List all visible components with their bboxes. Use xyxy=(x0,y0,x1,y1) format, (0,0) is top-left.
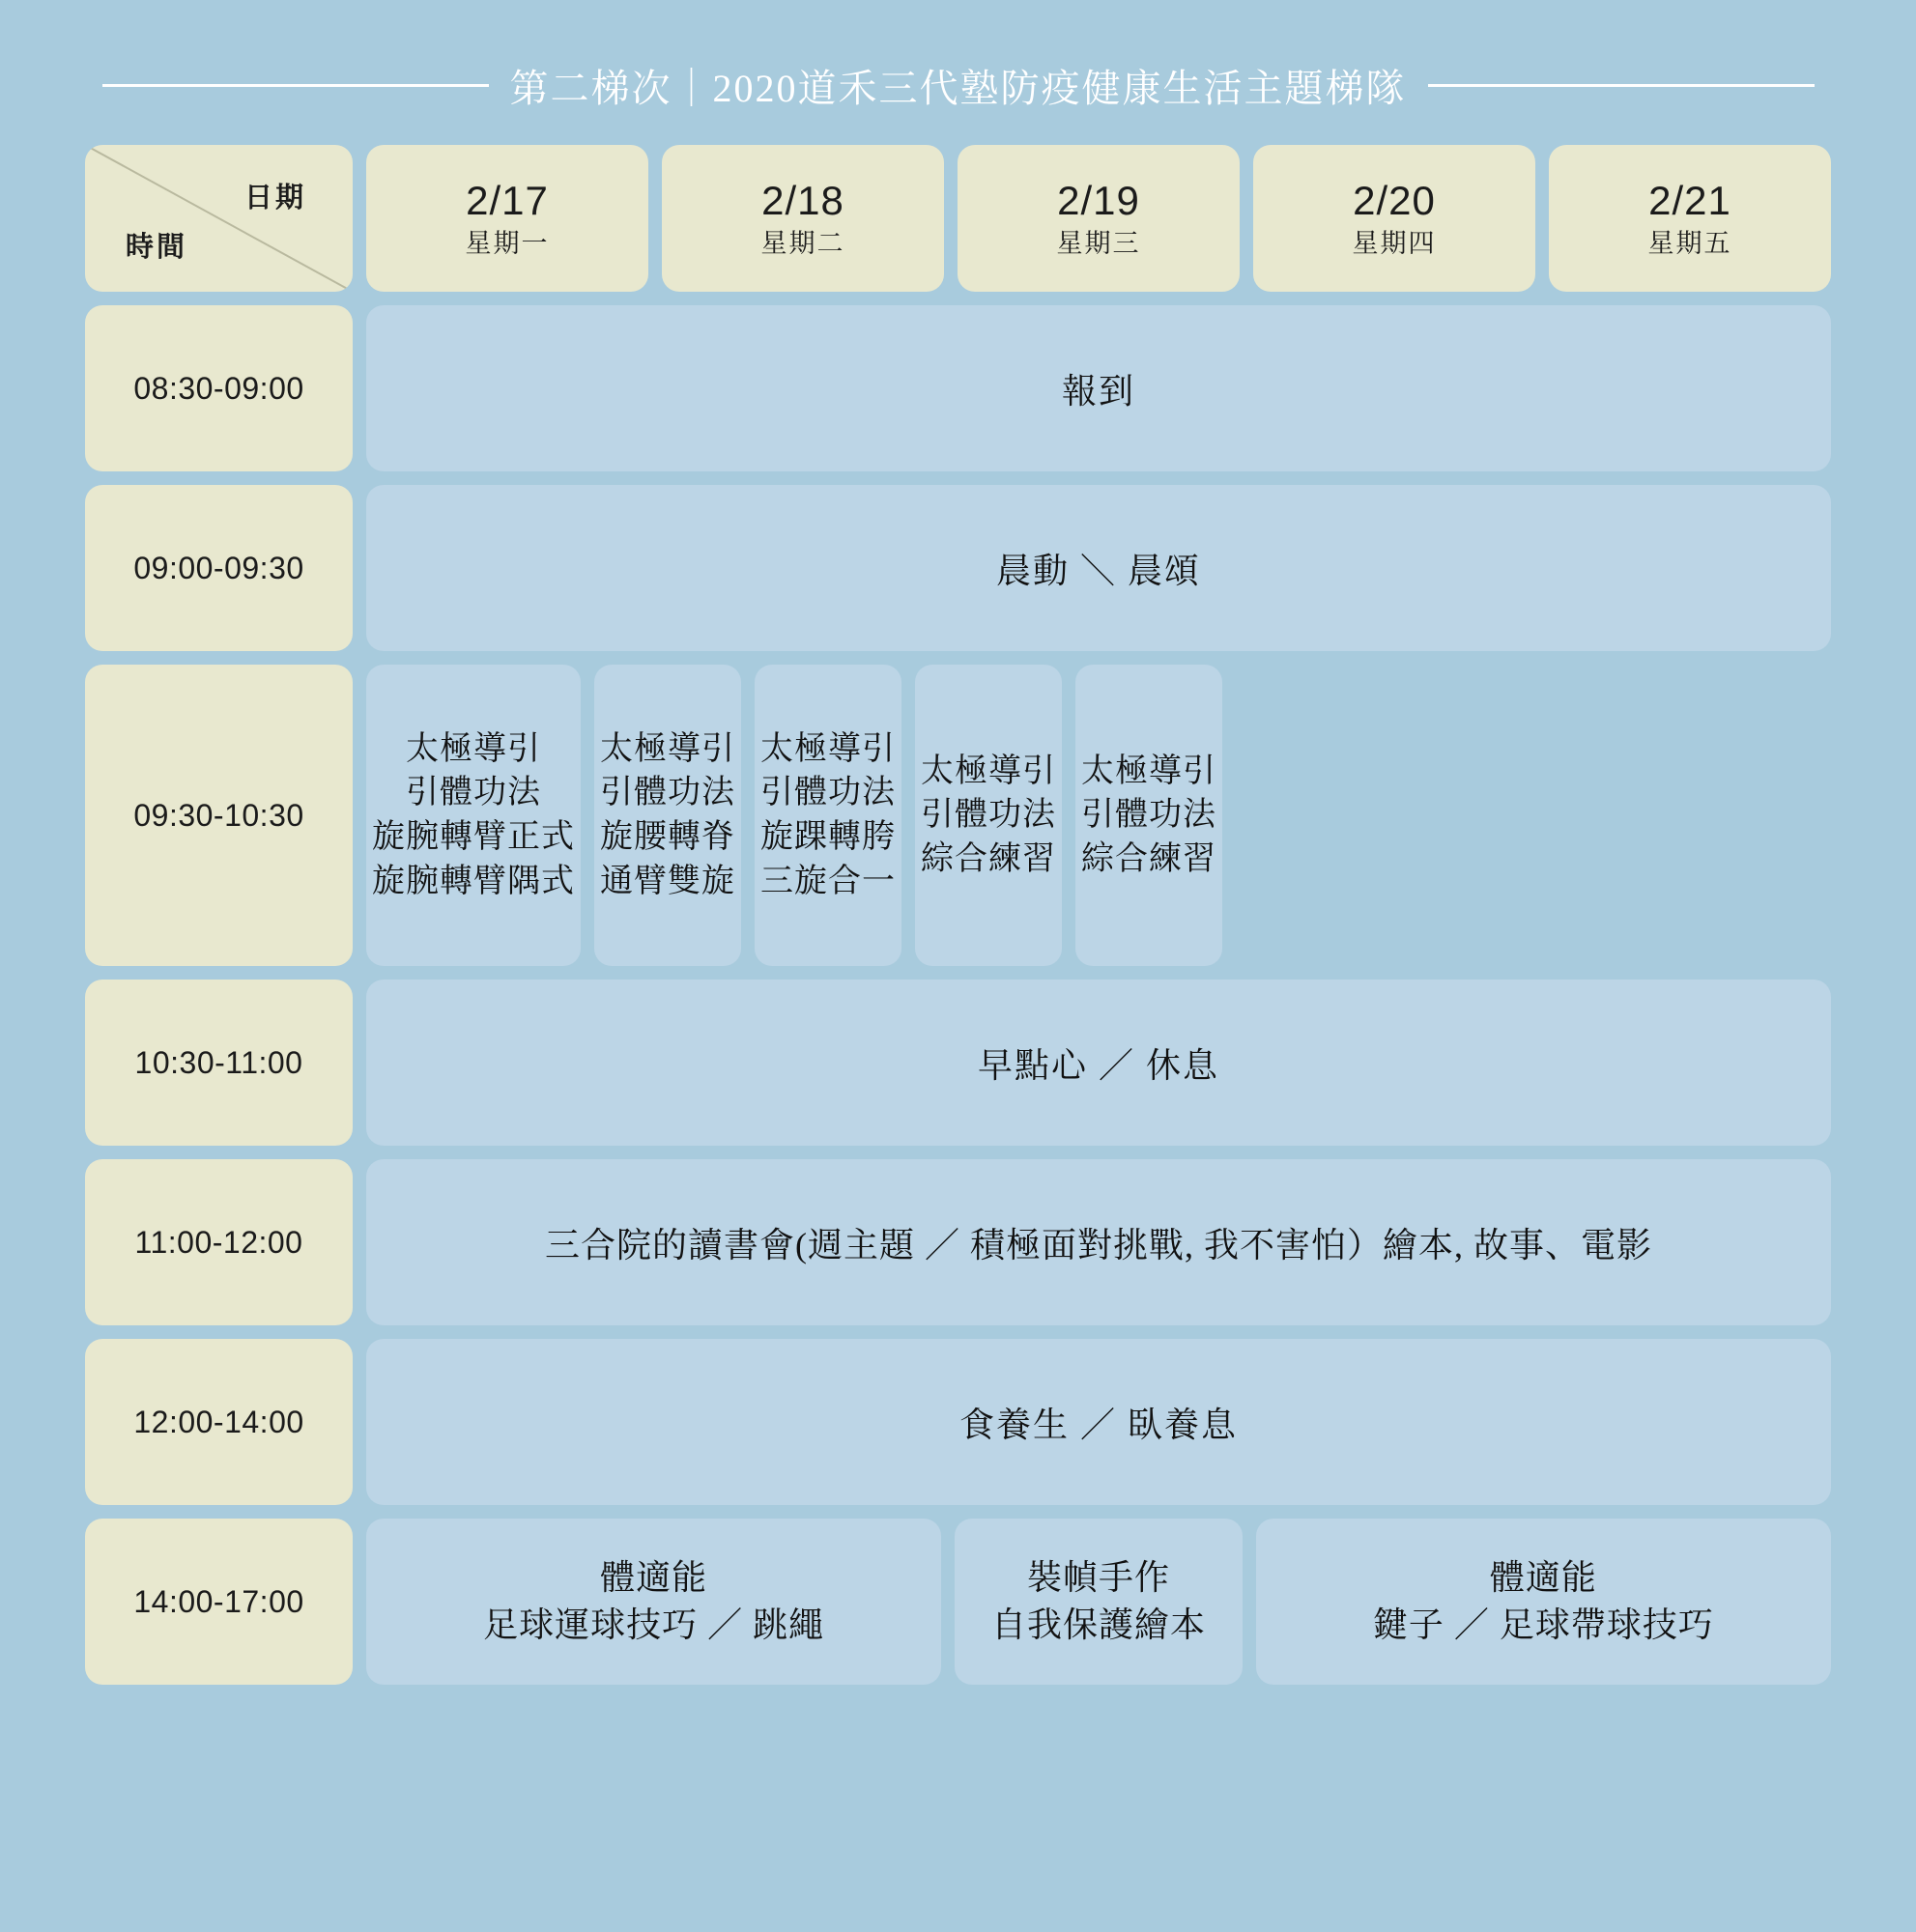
afternoon-cell-2 xyxy=(955,1519,1243,1685)
row-content-reading: 三合院的讀書會(週主題 ／ 積極面對挑戰, 我不害怕）繪本, 故事、電影 xyxy=(366,1159,1831,1325)
row-time-label: 10:30-11:00 xyxy=(85,980,353,1146)
header-day-2 xyxy=(662,145,944,292)
page-title: 第二梯次｜2020道禾三代塾防疫健康生活主題梯隊 xyxy=(509,66,1407,110)
taichi-line: 綜合練習 xyxy=(1081,840,1216,877)
taichi-cell-day-3 xyxy=(755,665,901,966)
taichi-line: 引體功法 xyxy=(406,775,541,811)
header-day-weekday: 星期四 xyxy=(1352,228,1437,258)
schedule-row-morning xyxy=(85,485,1831,651)
schedule-row-reading xyxy=(85,1159,1831,1325)
afternoon-line: 體適能 xyxy=(1489,1558,1597,1598)
taichi-line: 引體功法 xyxy=(760,775,896,811)
taichi-line: 旋腕轉臂隅式 xyxy=(372,863,575,899)
row-content-lunch: 食養生 ／ 臥養息 xyxy=(366,1339,1831,1505)
header-day-date: 2/18 xyxy=(761,178,844,224)
header-day-1 xyxy=(366,145,648,292)
taichi-line: 通臂雙旋 xyxy=(600,863,735,899)
header-day-5 xyxy=(1549,145,1831,292)
taichi-line: 引體功法 xyxy=(921,797,1056,834)
row-time-label: 09:00-09:30 xyxy=(85,485,353,651)
schedule-row-lunch xyxy=(85,1339,1831,1505)
taichi-line: 太極導引 xyxy=(600,730,735,767)
header-day-3 xyxy=(958,145,1240,292)
taichi-cell-day-1 xyxy=(366,665,581,966)
header-day-weekday: 星期二 xyxy=(760,228,845,258)
schedule-row-afternoon xyxy=(85,1519,1831,1685)
taichi-cell-day-2 xyxy=(594,665,741,966)
title-rule-left xyxy=(102,84,489,87)
afternoon-line: 足球運球技巧 ／ 跳繩 xyxy=(483,1605,825,1644)
taichi-line: 太極導引 xyxy=(406,730,541,767)
header-day-4 xyxy=(1253,145,1535,292)
taichi-cell-day-5 xyxy=(1075,665,1222,966)
header-corner-cell xyxy=(85,145,353,292)
taichi-line: 綜合練習 xyxy=(921,840,1056,877)
diagonal-divider-icon xyxy=(85,145,353,292)
schedule-row-snack xyxy=(85,980,1831,1146)
row-content-morning: 晨動 ＼ 晨頌 xyxy=(366,485,1831,651)
afternoon-cell-3 xyxy=(1256,1519,1831,1685)
afternoon-line: 鍵子 ／ 足球帶球技巧 xyxy=(1372,1605,1714,1644)
row-time-label: 08:30-09:00 xyxy=(85,305,353,471)
taichi-line: 引體功法 xyxy=(1081,797,1216,834)
taichi-line: 太極導引 xyxy=(921,753,1056,789)
taichi-line: 旋踝轉胯 xyxy=(760,819,896,855)
table-header-row xyxy=(85,145,1831,292)
row-time-label: 12:00-14:00 xyxy=(85,1339,353,1505)
page-title-row xyxy=(85,0,1831,145)
afternoon-cell-1 xyxy=(366,1519,941,1685)
schedule-row-taichi xyxy=(85,665,1831,966)
header-date-label: 日期 xyxy=(243,183,306,213)
header-day-weekday: 星期一 xyxy=(465,228,550,258)
row-content-snack: 早點心 ／ 休息 xyxy=(366,980,1831,1146)
header-time-label: 時間 xyxy=(126,232,188,263)
header-day-weekday: 星期五 xyxy=(1647,228,1732,258)
header-day-weekday: 星期三 xyxy=(1056,228,1141,258)
taichi-line: 引體功法 xyxy=(600,775,735,811)
taichi-line: 太極導引 xyxy=(760,730,896,767)
row-time-label: 09:30-10:30 xyxy=(85,665,353,966)
header-day-date: 2/17 xyxy=(466,178,549,224)
row-time-label: 14:00-17:00 xyxy=(85,1519,353,1685)
afternoon-line: 體適能 xyxy=(600,1558,708,1598)
title-rule-right xyxy=(1428,84,1815,87)
taichi-line: 旋腰轉脊 xyxy=(600,819,735,855)
afternoon-line: 自我保護繪本 xyxy=(990,1605,1206,1644)
row-time-label: 11:00-12:00 xyxy=(85,1159,353,1325)
header-day-date: 2/20 xyxy=(1353,178,1436,224)
taichi-line: 三旋合一 xyxy=(760,863,896,899)
taichi-line: 旋腕轉臂正式 xyxy=(372,819,575,855)
header-day-date: 2/19 xyxy=(1057,178,1140,224)
header-day-date: 2/21 xyxy=(1648,178,1731,224)
schedule-row-checkin xyxy=(85,305,1831,471)
taichi-line: 太極導引 xyxy=(1081,753,1216,789)
row-content-checkin: 報到 xyxy=(366,305,1831,471)
afternoon-line: 裝幀手作 xyxy=(1026,1558,1170,1598)
taichi-cell-day-4 xyxy=(915,665,1062,966)
